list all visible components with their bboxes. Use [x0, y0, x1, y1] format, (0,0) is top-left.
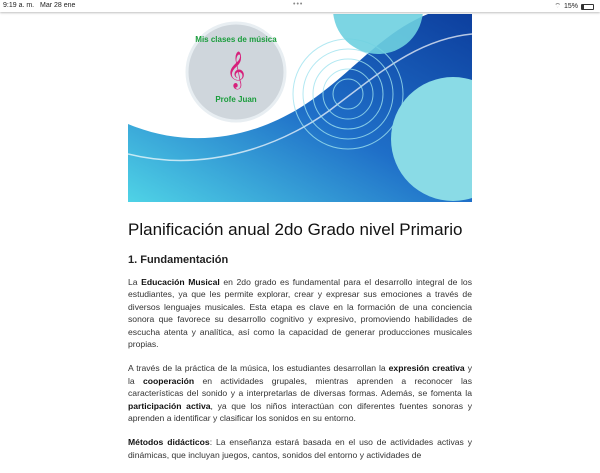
battery-percent: 15%	[563, 3, 578, 10]
document-body	[128, 220, 472, 473]
text: A través de la práctica de la música, los estudiantes desarrollan la	[128, 363, 389, 374]
treble-clef-icon: 𝄞	[226, 51, 246, 87]
section-heading: 1. Fundamentación	[128, 254, 229, 266]
bold-text: Métodos didácticos	[128, 437, 210, 448]
time-text: 9:19 a. m.	[3, 2, 35, 9]
battery-icon	[581, 4, 594, 10]
text: , ya que los niños interactúan con diferentes fuentes sonoras y aprenden a identificar y clasificar los sonidos en su entorno.	[128, 400, 472, 424]
text: : La enseñanza estará basada en el uso de actividades activas y dinámicas, que incluyan juegos, cantos, sonidos del entorno y actividades de	[128, 437, 472, 460]
status-time	[3, 2, 75, 9]
header-banner	[128, 14, 472, 202]
logo	[187, 23, 285, 121]
paragraph	[128, 276, 472, 350]
wifi-icon: ⌔	[554, 3, 561, 10]
paragraph	[128, 362, 472, 424]
page-title: Planificación anual 2do Grado nivel Primario	[128, 220, 463, 239]
text: y la	[128, 363, 472, 386]
logo-bottom-text: Profe Juan	[215, 95, 257, 104]
date-text: Mar 28 ene	[39, 2, 76, 9]
multitask-dots[interactable]: •••	[293, 1, 304, 8]
text: en 2do grado es fundamental para el desarrollo integral de los estudiantes, ya que les permite explorar, crear y expresar sus emociones a través de diversos lenguajes musicales. Esta etapa es clave en la formación de una conciencia sonora que favorece su desarrollo cognitivo y expresivo, promoviendo habilidades de escucha atenta y analítica, así como la capacidad de generar producciones musicales propias.	[128, 277, 473, 350]
bold-text: cooperación	[143, 375, 195, 386]
status-bar	[0, 0, 600, 12]
paragraph	[128, 436, 472, 461]
bold-text: expresión creativa	[388, 363, 465, 374]
logo-top-text: Mis clases de música	[195, 35, 277, 44]
text: La	[128, 277, 142, 287]
bold-text: Educación Musical	[141, 277, 220, 287]
bold-text: participación activa	[128, 400, 211, 411]
text: en actividades grupales, mientras aprenden a reconocer las características del sonido y a interpretarlas de diversas formas. Además, se fomenta la	[128, 375, 472, 399]
